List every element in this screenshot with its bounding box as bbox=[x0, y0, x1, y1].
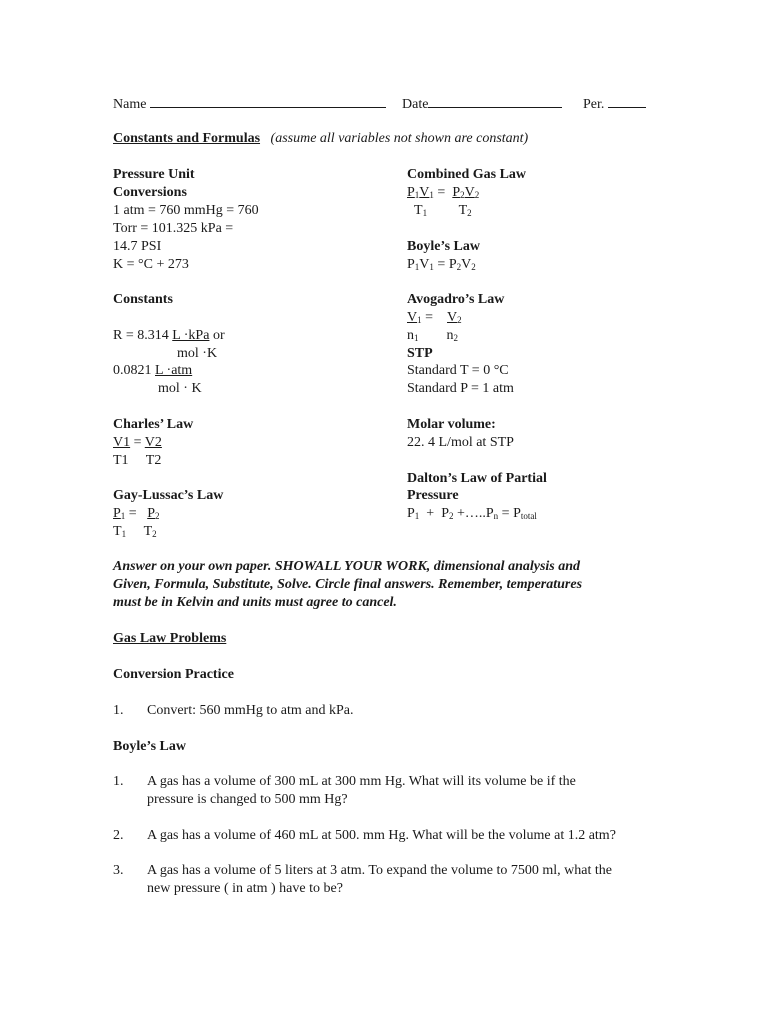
boyle-item-2-line-1: A gas has a volume of 460 mL at 500. mm Hg. What will be the volume at 1.2 atm? bbox=[147, 828, 616, 843]
constants-title-left: Constants bbox=[113, 292, 173, 307]
gay-lussac-title: Gay-Lussac’s Law bbox=[113, 488, 224, 503]
r-denominator-2: mol · K bbox=[158, 381, 202, 396]
stp-pressure: Standard P = 1 atm bbox=[407, 381, 514, 396]
boyle-problems-title: Boyle’s Law bbox=[113, 739, 186, 754]
date-row bbox=[402, 94, 562, 114]
name-row bbox=[113, 94, 386, 114]
constants-title: Constants and Formulas bbox=[113, 131, 261, 146]
gay-lussac-denominators: $T_1$ $T_2$ bbox=[113, 524, 157, 539]
gas-law-problems-title: Gas Law Problems bbox=[113, 631, 227, 646]
charles-title: Charles’ Law bbox=[113, 417, 194, 432]
boyle-item-3-number: 3. bbox=[113, 863, 124, 878]
pressure-title-2: Conversions bbox=[113, 185, 187, 200]
name-field[interactable] bbox=[150, 94, 386, 108]
gay-lussac-formula: $P_1 = P_2$ bbox=[113, 506, 160, 521]
pressure-line-3: 14.7 PSI bbox=[113, 239, 162, 254]
name-label: Name bbox=[113, 97, 147, 112]
molar-volume-title: Molar volume: bbox=[407, 417, 496, 432]
conversion-item-text: Convert: 560 mmHg to atm and kPa. bbox=[147, 703, 354, 718]
r-constant-1 bbox=[113, 327, 225, 345]
avogadros-law-denominators: $n_1$ $n_2$ bbox=[407, 328, 458, 343]
constants-note: (assume all variables not shown are constant) bbox=[270, 131, 529, 146]
r-or: or bbox=[209, 328, 225, 343]
per-row bbox=[583, 94, 646, 114]
stp-title: STP bbox=[407, 346, 433, 361]
combined-gas-law-title: Combined Gas Law bbox=[407, 167, 527, 182]
r-numerator-2: L ·atm bbox=[155, 363, 193, 378]
charles-v1: V1 bbox=[113, 435, 131, 450]
combined-gas-law-numerators: $P_1V_1 = P_2V_2$ bbox=[407, 185, 480, 200]
per-field[interactable] bbox=[608, 94, 646, 108]
pressure-line-1: 1 atm = 760 mmHg = 760 bbox=[113, 203, 259, 218]
daltons-law-title-2: Pressure bbox=[407, 488, 459, 503]
per-label: Per. bbox=[583, 97, 605, 112]
r-constant-2 bbox=[113, 362, 192, 380]
boyles-law-title: Boyle’s Law bbox=[407, 239, 480, 254]
conversion-item-number: 1. bbox=[113, 703, 124, 718]
instructions-line-2: Given, Formula, Substitute, Solve. Circle final answers. Remember, temperatures bbox=[113, 577, 583, 592]
boyle-item-3-line-1: A gas has a volume of 5 liters at 3 atm. To expand the volume to 7500 ml, what the bbox=[147, 863, 612, 878]
boyle-item-1-line-2: pressure is changed to 500 mm Hg? bbox=[147, 792, 348, 807]
boyles-law-formula: $P_1V_1 = P_2V_2$ bbox=[407, 257, 476, 272]
r2-prefix: 0.0821 bbox=[113, 363, 155, 378]
date-field[interactable] bbox=[428, 94, 562, 108]
daltons-law-title-1: Dalton’s Law of Partial bbox=[407, 471, 547, 486]
avogadros-law-numerators: $V_1$ = $V_2$ bbox=[407, 310, 462, 325]
r-numerator-1: L ·kPa bbox=[172, 328, 210, 343]
charles-denominators: T1 T2 bbox=[113, 453, 162, 468]
constants-heading bbox=[113, 130, 528, 148]
charles-formula bbox=[113, 434, 162, 452]
conversion-practice-title: Conversion Practice bbox=[113, 667, 234, 682]
boyle-item-2-number: 2. bbox=[113, 828, 124, 843]
boyle-item-1-number: 1. bbox=[113, 774, 124, 789]
avogadros-law-title: Avogadro’s Law bbox=[407, 292, 505, 307]
instructions-line-1: Answer on your own paper. SHOWALL YOUR WORK, dimensional analysis and bbox=[113, 559, 581, 574]
molar-volume-value: 22. 4 L/mol at STP bbox=[407, 435, 514, 450]
pressure-title-1: Pressure Unit bbox=[113, 167, 195, 182]
pressure-line-2: Torr = 101.325 kPa = bbox=[113, 221, 234, 236]
r-denominator-1: mol ·K bbox=[177, 346, 218, 361]
stp-temperature: Standard T = 0 °C bbox=[407, 363, 509, 378]
charles-v2: V2 bbox=[144, 435, 162, 450]
r-prefix: R = 8.314 bbox=[113, 328, 173, 343]
date-label: Date bbox=[402, 97, 429, 112]
boyle-item-3-line-2: new pressure ( in atm ) have to be? bbox=[147, 881, 343, 896]
kelvin-formula: K = °C + 273 bbox=[113, 257, 189, 272]
daltons-law-formula: $P_1 + P_2$ $+\dots..P_n = P_{total}$ bbox=[407, 506, 537, 521]
charles-eq: = bbox=[130, 435, 145, 450]
boyle-item-1-line-1: A gas has a volume of 300 mL at 300 mm Hg. What will its volume be if the bbox=[147, 774, 576, 789]
instructions-line-3: must be in Kelvin and units must agree to cancel. bbox=[113, 595, 397, 610]
combined-gas-law-denominators: $T_1$ $T_2$ bbox=[414, 203, 472, 218]
